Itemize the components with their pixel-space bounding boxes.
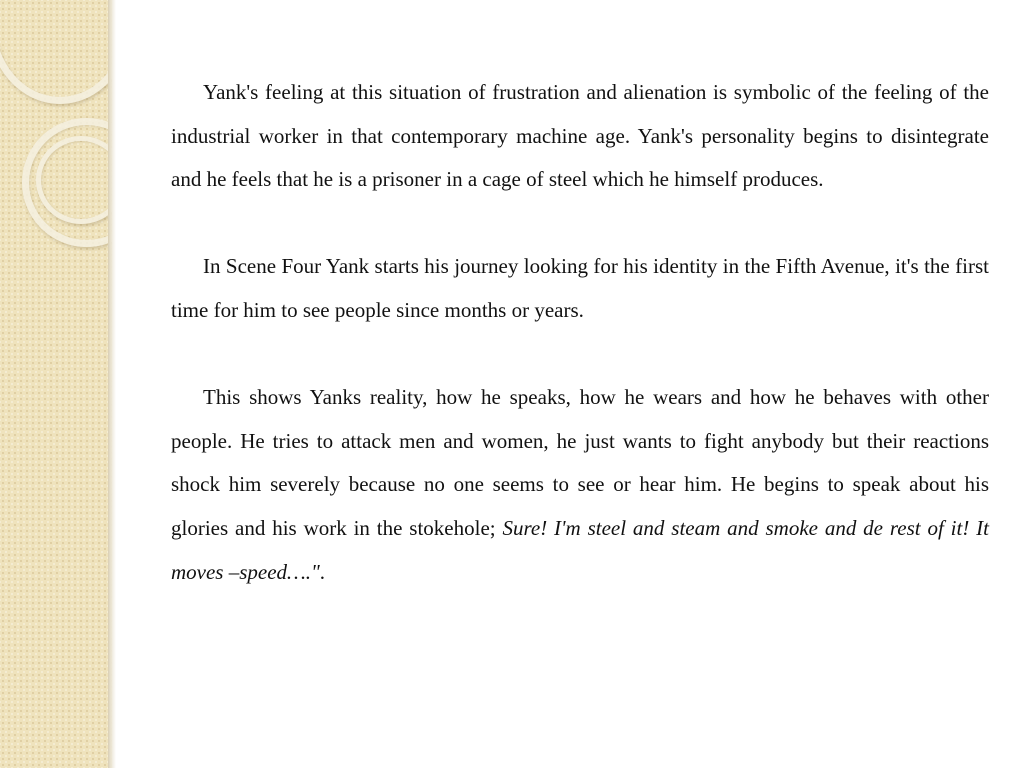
decorative-side-panel: [0, 0, 112, 768]
paragraph-reality-tail: .: [319, 559, 326, 584]
paragraph-frustration: Yank's feeling at this situation of frustration and alienation is symbolic of the feeling of the industrial worker in that contemporary machine age. Yank's personality begins to disintegrate and he feels that he is a prisoner in a cage of steel which he himself produces.: [171, 80, 989, 192]
paragraph-scene-four: In Scene Four Yank starts his journey looking for his identity in the Fifth Avenue, it's the first time for him to see people since months or years.: [171, 254, 989, 322]
yank-quote: Sure! I'm steel and steam and smoke and de rest of it! It moves –speed….": [171, 515, 989, 584]
paragraph-reality-text: This shows Yanks reality, how he speaks, how he wears and how he behaves with other people. He tries to attack men and women, he just wants to fight anybody but their reactions shock him severely because no one seems to see or hear him. He begins to speak about his glories and his work in the stokehole;: [171, 385, 989, 540]
panel-edge-shadow: [108, 0, 116, 768]
decorative-ring: [0, 0, 112, 104]
paragraph-reality: [171, 376, 989, 594]
slide-body: [171, 71, 989, 638]
